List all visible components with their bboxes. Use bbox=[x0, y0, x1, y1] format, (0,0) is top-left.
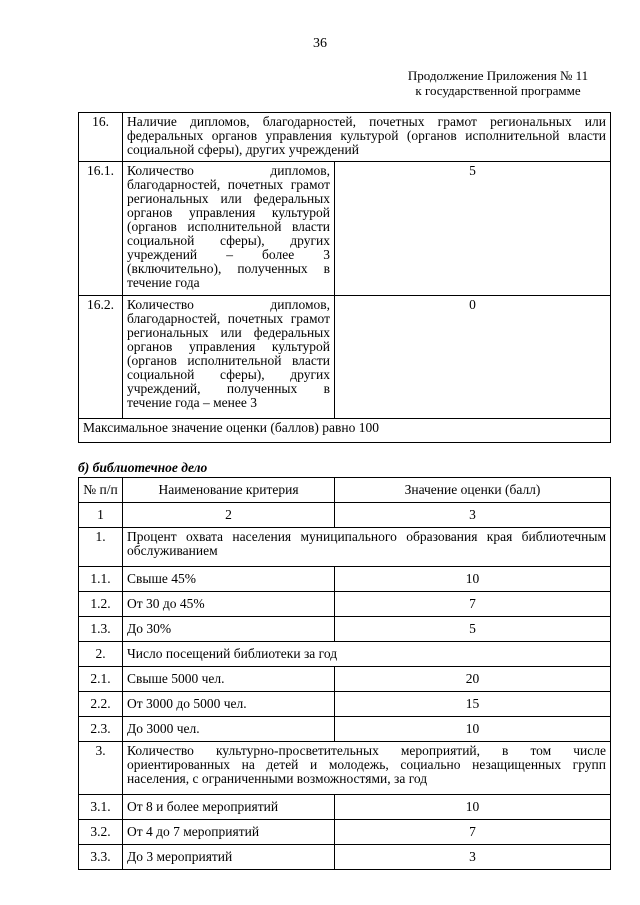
column-header: № п/п bbox=[79, 478, 123, 503]
criterion-name: Количество культурно-просветительных мероприятий, в том числе ориентированных на детей и молодежь, социально незащищенных групп населения, с ограниченными возможностями, за год bbox=[123, 742, 611, 795]
header-row bbox=[79, 478, 611, 503]
score-value: 5 bbox=[335, 617, 611, 642]
criterion-name: Количество дипломов, благодарностей, почетных грамот региональных или федеральных органов управления культурой (органов исполнительной власти социальной сферы), других учреждений – более 3 (включительно), полученных в течение года bbox=[123, 162, 335, 296]
page-number: 36 bbox=[313, 36, 327, 51]
table-row bbox=[79, 642, 611, 667]
row-number: 1.2. bbox=[79, 592, 123, 617]
score-value: 10 bbox=[335, 567, 611, 592]
score-value: 7 bbox=[335, 820, 611, 845]
criterion-name: От 4 до 7 мероприятий bbox=[123, 820, 335, 845]
criterion-name: Свыше 45% bbox=[123, 567, 335, 592]
row-number: 2.3. bbox=[79, 717, 123, 742]
table-row bbox=[79, 296, 611, 419]
row-number: 3.3. bbox=[79, 845, 123, 870]
row-number: 3.1. bbox=[79, 795, 123, 820]
row-number: 16.2. bbox=[79, 296, 123, 419]
row-number: 1. bbox=[79, 528, 123, 567]
column-number: 3 bbox=[335, 503, 611, 528]
table-row bbox=[79, 667, 611, 692]
table-row bbox=[79, 692, 611, 717]
row-number: 3. bbox=[79, 742, 123, 795]
criterion-name: Наличие дипломов, благодарностей, почетных грамот региональных или федеральных органов управления культурой (органов исполнительной власти социальной сферы), других учреждений bbox=[123, 113, 611, 162]
row-number: 2. bbox=[79, 642, 123, 667]
score-value: 10 bbox=[335, 717, 611, 742]
criterion-name: От 30 до 45% bbox=[123, 592, 335, 617]
column-number: 2 bbox=[123, 503, 335, 528]
score-value: 3 bbox=[335, 845, 611, 870]
criterion-name: До 3000 чел. bbox=[123, 717, 335, 742]
criterion-name: Количество дипломов, благодарностей, почетных грамот региональных или федеральных органов управления культурой (органов исполнительной власти социальной сферы), других учреждений, полученных в течение года – менее 3 bbox=[123, 296, 335, 419]
criterion-name: До 3 мероприятий bbox=[123, 845, 335, 870]
criterion-name: Процент охвата населения муниципального образования края библиотечным обслуживанием bbox=[123, 528, 611, 567]
section-heading: б) библиотечное дело bbox=[78, 460, 208, 475]
score-value: 15 bbox=[335, 692, 611, 717]
appendix-line-1: Продолжение Приложения № 11 bbox=[407, 68, 589, 83]
table-row bbox=[79, 795, 611, 820]
max-score-note: Максимальное значение оценки (баллов) равно 100 bbox=[79, 419, 611, 443]
score-value: 5 bbox=[335, 162, 611, 296]
table-row bbox=[79, 717, 611, 742]
appendix-caption bbox=[380, 68, 616, 98]
table-row bbox=[79, 113, 611, 162]
table-row bbox=[79, 162, 611, 296]
score-value: 20 bbox=[335, 667, 611, 692]
row-number: 1.1. bbox=[79, 567, 123, 592]
row-number: 2.1. bbox=[79, 667, 123, 692]
score-value: 10 bbox=[335, 795, 611, 820]
library-criteria-table bbox=[78, 477, 611, 870]
table-row bbox=[79, 742, 611, 795]
score-value: 0 bbox=[335, 296, 611, 419]
criterion-name: От 8 и более мероприятий bbox=[123, 795, 335, 820]
table-row bbox=[79, 617, 611, 642]
row-number: 1.3. bbox=[79, 617, 123, 642]
row-number: 16.1. bbox=[79, 162, 123, 296]
column-header: Значение оценки (балл) bbox=[335, 478, 611, 503]
column-number: 1 bbox=[79, 503, 123, 528]
table-row bbox=[79, 845, 611, 870]
score-value: 7 bbox=[335, 592, 611, 617]
row-number: 16. bbox=[79, 113, 123, 162]
column-number-row bbox=[79, 503, 611, 528]
table-row bbox=[79, 567, 611, 592]
table-row bbox=[79, 592, 611, 617]
row-number: 2.2. bbox=[79, 692, 123, 717]
table-row bbox=[79, 820, 611, 845]
criterion-name: Свыше 5000 чел. bbox=[123, 667, 335, 692]
criterion-name: До 30% bbox=[123, 617, 335, 642]
table-row bbox=[79, 419, 611, 443]
criterion-name: Число посещений библиотеки за год bbox=[123, 642, 611, 667]
column-header: Наименование критерия bbox=[123, 478, 335, 503]
appendix-line-2: к государственной программе bbox=[415, 83, 581, 98]
table-row bbox=[79, 528, 611, 567]
criteria-table-continued bbox=[78, 112, 611, 443]
criterion-name: От 3000 до 5000 чел. bbox=[123, 692, 335, 717]
row-number: 3.2. bbox=[79, 820, 123, 845]
